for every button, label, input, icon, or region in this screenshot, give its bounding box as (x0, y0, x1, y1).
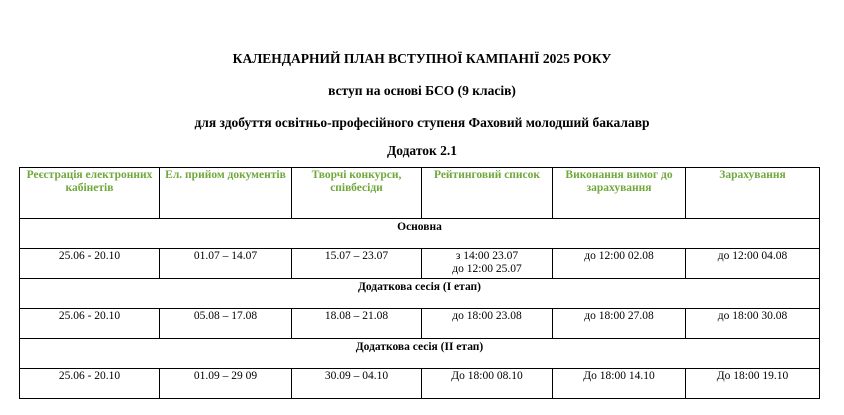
table-cell: 01.07 – 14.07 (160, 249, 292, 279)
table-cell: 25.06 - 20.10 (20, 249, 160, 279)
table-cell: 15.07 – 23.07 (292, 249, 422, 279)
table-cell: до 12:00 04.08 (686, 249, 820, 279)
table-header-row (20, 168, 820, 219)
col-header-requirements: Виконання вимог до зарахування (553, 168, 686, 219)
table-cell: до 18:00 30.08 (686, 309, 820, 339)
table-cell: До 18:00 14.10 (553, 369, 686, 399)
table-cell: 18.08 – 21.08 (292, 309, 422, 339)
section-title: Додаткова сесія (ІІ етап) (20, 339, 820, 369)
section-row (20, 219, 820, 249)
page-title: КАЛЕНДАРНИЙ ПЛАН ВСТУПНОЇ КАМПАНІЇ 2025 РОКУ (232, 51, 612, 66)
table-row (20, 249, 820, 279)
table-cell: 01.09 – 29 09 (160, 369, 292, 399)
table-cell: До 18:00 08.10 (422, 369, 553, 399)
col-header-creative-contests: Творчі конкурси, співбесіди (292, 168, 422, 219)
table-cell: до 18:00 27.08 (553, 309, 686, 339)
col-header-rating-list: Рейтинговий список (422, 168, 553, 219)
admission-calendar-table (19, 167, 820, 399)
section-row (20, 279, 820, 309)
page-subtitle: вступ на основі БСО (9 класів) (328, 83, 516, 98)
table-row (20, 309, 820, 339)
table-cell: з 14:00 23.07 до 12:00 25.07 (422, 249, 553, 279)
table-cell: 25.06 - 20.10 (20, 309, 160, 339)
degree-line: для здобуття освітньо-професійного ступеня Фаховий молодший бакалавр (194, 115, 650, 130)
table-cell: 30.09 – 04.10 (292, 369, 422, 399)
section-row (20, 339, 820, 369)
table-cell: До 18:00 19.10 (686, 369, 820, 399)
table-cell: 05.08 – 17.08 (160, 309, 292, 339)
section-title: Додаткова сесія (І етап) (20, 279, 820, 309)
col-header-registration: Реєстрація електронних кабінетів (20, 168, 160, 219)
table-cell: до 18:00 23.08 (422, 309, 553, 339)
table-cell: 25.06 - 20.10 (20, 369, 160, 399)
appendix-label: Додаток 2.1 (386, 143, 458, 158)
table-cell: до 12:00 02.08 (553, 249, 686, 279)
col-header-document-submission: Ел. прийом документів (160, 168, 292, 219)
table-row (20, 369, 820, 399)
col-header-enrollment: Зарахування (686, 168, 820, 219)
section-title: Основна (20, 219, 820, 249)
